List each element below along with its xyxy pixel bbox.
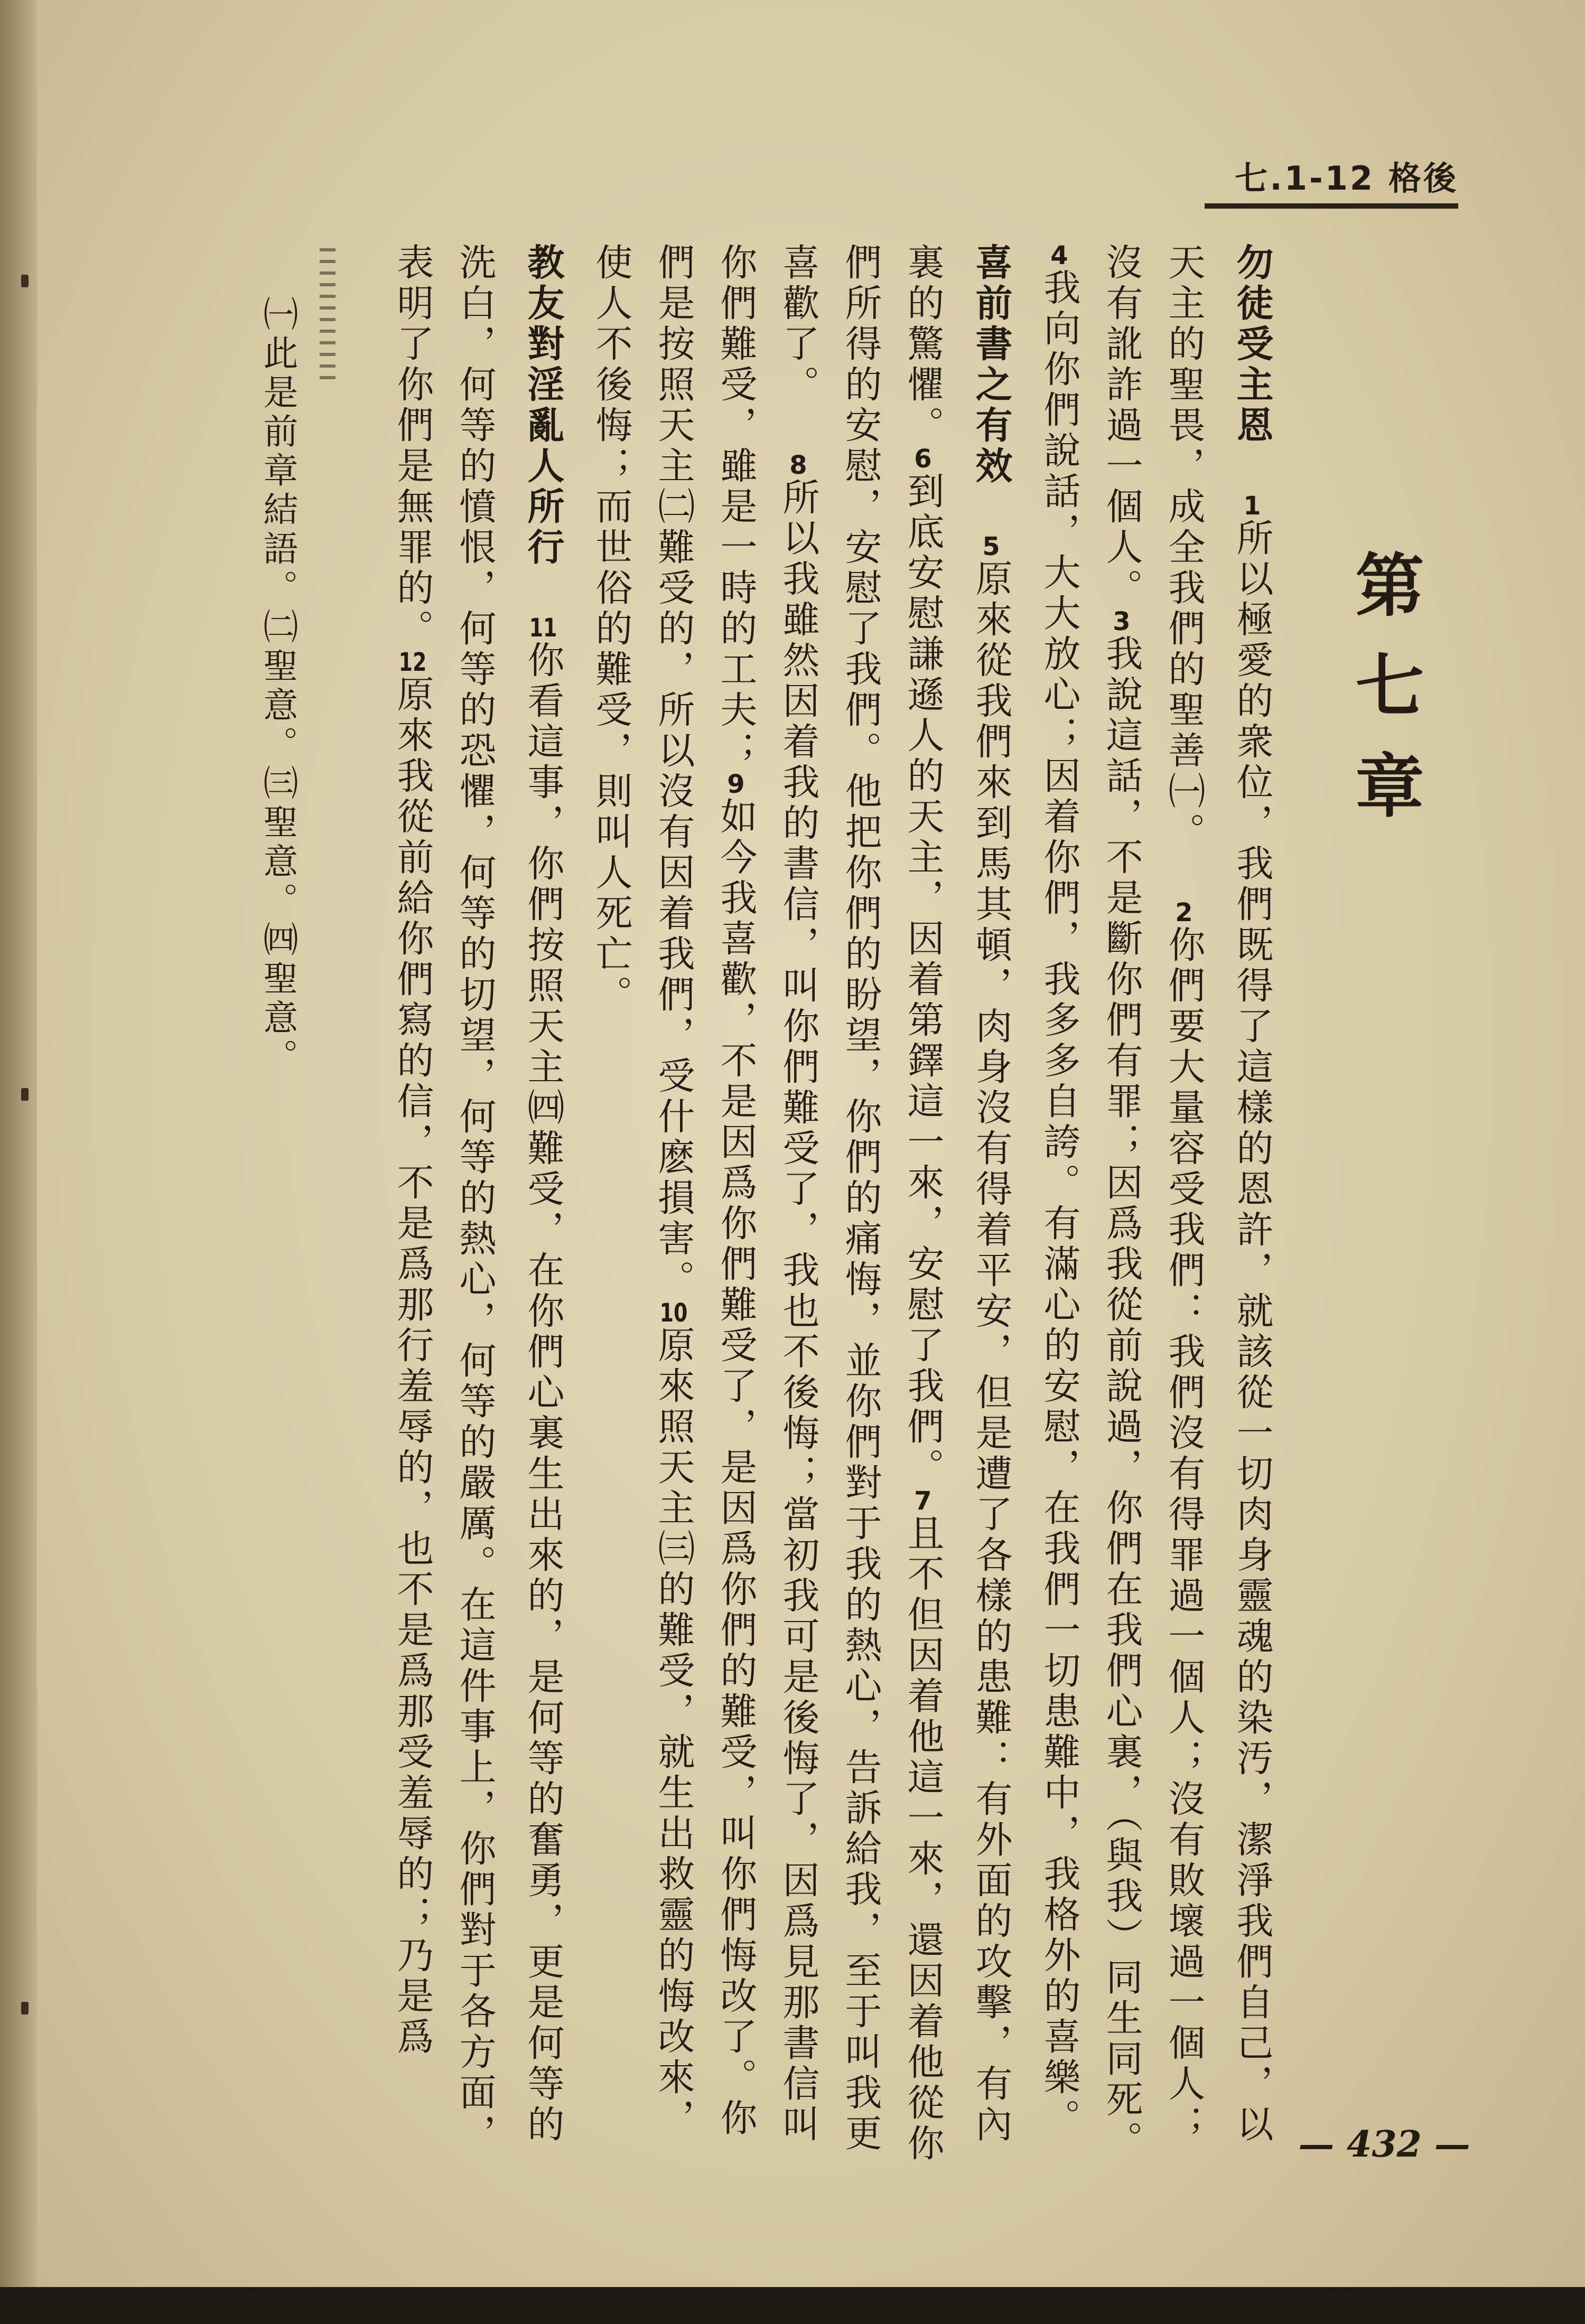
footnote-separator [320, 248, 335, 386]
verse-text: 你看這事，你們按照天主㈣難受，在你們心裏生出來的，是何等的奮勇，更是何等的洗白，何等的憤恨，何等的恐懼，何等的切望，何等的熱心，何等的嚴厲。在這件事上，你們對于各方面，表明了你們是無罪的。 [391, 243, 565, 2154]
binding-thread-mark [21, 2002, 29, 2014]
verse-text: 且不但因着他這一來，還因着他從你們所得的安慰，安慰了我們。他把你們的盼望，你們的痛悔，並你們對于我的熱心，告訴給我，至于叫我更喜歡了。 [777, 243, 945, 2164]
verse-text: 我說這話，不是斷你們有罪；因爲我從前說過，你們在我們心裏，（與我）同生同死。 [1100, 634, 1143, 2161]
verse-number: 2 [1175, 900, 1193, 925]
verse-text: 原來我從前給你們寫的信，不是爲那行羞辱的，也不是爲那受羞辱的；乃是爲 [391, 675, 434, 2058]
verse-number: 9 [727, 772, 745, 797]
verse-text: 原來照天主㈢的難受，就生出救靈的悔改來，使人不後悔；而世俗的難受，則叫人死亡。 [590, 243, 695, 2139]
verse-text: 到底安慰謙遜人的天主，因着第鐸這一來，安慰了我們。 [901, 472, 945, 1488]
footnotes: ㈠此是前章結語。㈡聖意。㈢聖意。㈣聖意。 [257, 296, 298, 1077]
verse-text: 如今我喜歡，不是因爲你們難受了，是因爲你們的難受，叫你們悔改了。你們是按照天主㈡難受的，所以沒有因着我們，受什麽損害。 [652, 243, 758, 2139]
chapter-title: 第七章 [1344, 549, 1424, 850]
section-heading: 喜前書之有效 [969, 243, 1013, 487]
verse-number: 4 [1050, 243, 1068, 268]
binding-thread-mark [21, 275, 29, 287]
running-head-book: 格後 [1388, 158, 1458, 198]
body-text [285, 243, 1289, 2171]
running-head [1205, 153, 1458, 198]
verse-text: 我向你們說話，大大放心；因着你們，我多多自誇。有滿心的安慰，在我們一切患難中，我格外的喜樂。 [1038, 268, 1081, 2139]
verse-number: 11 [529, 615, 557, 641]
verse-number: 8 [789, 453, 807, 478]
verse-number: 1 [1243, 493, 1261, 519]
running-head-reference: 七.1-12 [1235, 158, 1375, 198]
verse-text: 原來從我們來到馬其頓，肉身沒有得着平安，但是遭了各樣的患難：有外面的攻擊，有內裏的驚懼。 [901, 243, 1013, 2145]
scan-bottom-edge [0, 2287, 1585, 2324]
verse-number: 10 [659, 1300, 688, 1326]
verse-text: 所以我雖然因着我的書信，叫你們難受了，我也不後悔；當初我可是後悔了，因爲見那書信叫你們難受，雖是一時的工夫； [714, 243, 820, 2145]
page-number: — 432 — [1298, 2123, 1470, 2166]
book-gutter [0, 0, 37, 2324]
verse-number: 5 [982, 534, 1000, 559]
paragraph [381, 243, 580, 2171]
verse-number: 6 [914, 446, 932, 472]
verse-text: 你們要大量容受我們：我們沒有得罪過一個人；沒有敗壞過一個人；沒有訛詐過一個人。 [1100, 243, 1206, 2145]
verse-number: 12 [398, 650, 427, 675]
verse-number: 3 [1113, 609, 1131, 634]
paragraph [1028, 243, 1289, 2171]
running-head-rule [1205, 203, 1458, 209]
verse-number: 7 [914, 1488, 932, 1514]
section-heading: 教友對淫亂人所行 [521, 243, 565, 568]
paragraph [580, 243, 1028, 2171]
verse-text: 所以極愛的衆位，我們既得了這樣的恩許，就該從一切肉身靈魂的染汚，潔淨我們自己，以天主的聖畏，成全我們的聖善㈠。 [1162, 243, 1274, 2145]
binding-thread-mark [21, 1088, 29, 1101]
section-heading: 勿徒受主恩 [1230, 243, 1274, 446]
